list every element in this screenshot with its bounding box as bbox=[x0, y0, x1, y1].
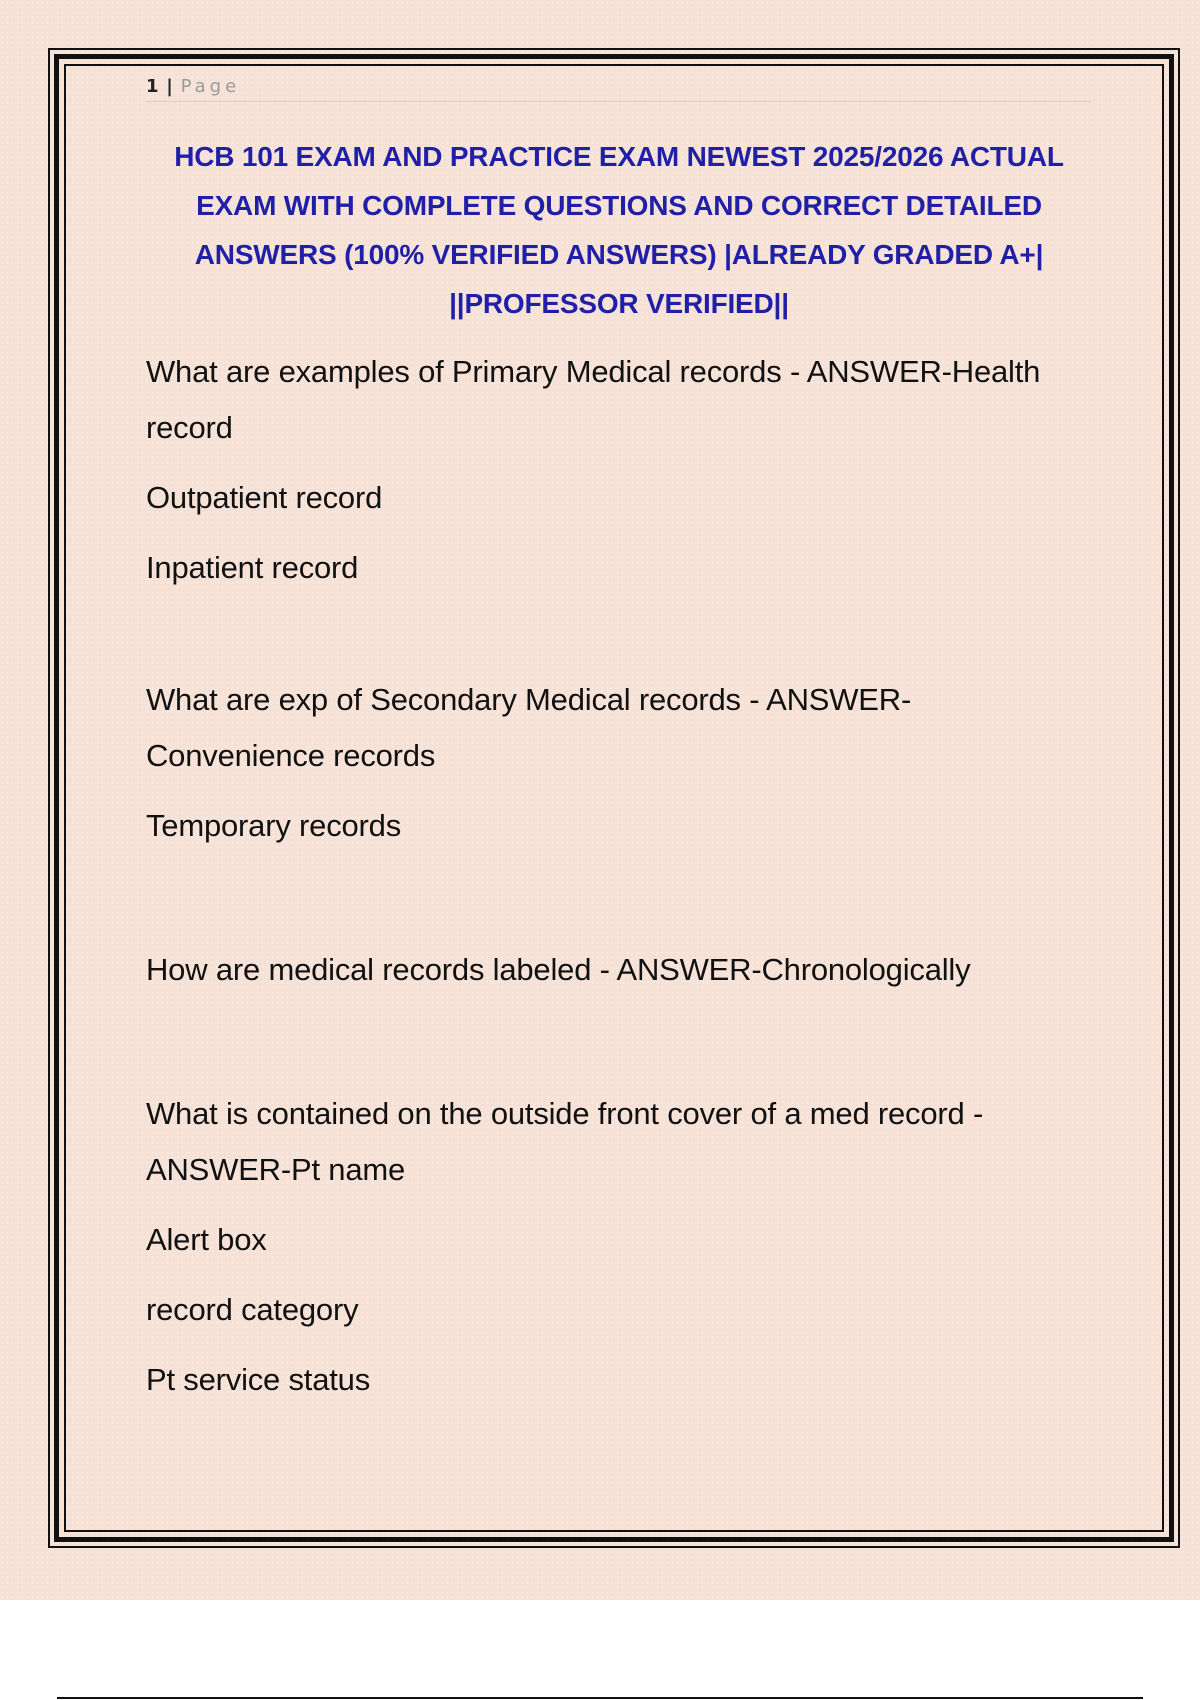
question-line: ANSWER-Pt name bbox=[146, 1152, 406, 1187]
question-line: How are medical records labeled - ANSWER-Chronologically bbox=[146, 952, 971, 987]
qa-item bbox=[146, 344, 1092, 596]
page-header-separator: | bbox=[166, 76, 173, 97]
title-line: ||PROFESSOR VERIFIED|| bbox=[449, 288, 789, 319]
answer-item: Temporary records bbox=[146, 808, 402, 843]
answer-item: Pt service status bbox=[146, 1362, 371, 1397]
qa-item bbox=[146, 1086, 1092, 1408]
question-line: What are examples of Primary Medical records - ANSWER-Health bbox=[146, 354, 1041, 389]
page-header bbox=[146, 76, 1092, 102]
page-word: Page bbox=[180, 76, 241, 97]
question-line: Convenience records bbox=[146, 738, 436, 773]
page-divider bbox=[57, 1697, 1143, 1699]
qa-item bbox=[146, 942, 1092, 998]
title-line: ANSWERS (100% VERIFIED ANSWERS) |ALREADY GRADED A+| bbox=[194, 239, 1044, 270]
title-line: HCB 101 EXAM AND PRACTICE EXAM NEWEST 2025/2026 ACTUAL bbox=[174, 141, 1064, 172]
answer-item: record category bbox=[146, 1292, 359, 1327]
page-number: 1 bbox=[146, 76, 159, 97]
answer-item: Alert box bbox=[146, 1222, 267, 1257]
answer-item: Inpatient record bbox=[146, 550, 359, 585]
document-content bbox=[146, 72, 1092, 1408]
qa-item bbox=[146, 672, 1092, 854]
answer-item: Outpatient record bbox=[146, 480, 383, 515]
question-line: What is contained on the outside front cover of a med record - bbox=[146, 1096, 984, 1131]
question-line: What are exp of Secondary Medical records - ANSWER- bbox=[146, 682, 912, 717]
question-line: record bbox=[146, 410, 233, 445]
document-title bbox=[146, 132, 1092, 328]
qa-list bbox=[146, 344, 1092, 1408]
title-line: EXAM WITH COMPLETE QUESTIONS AND CORRECT DETAILED bbox=[196, 190, 1042, 221]
